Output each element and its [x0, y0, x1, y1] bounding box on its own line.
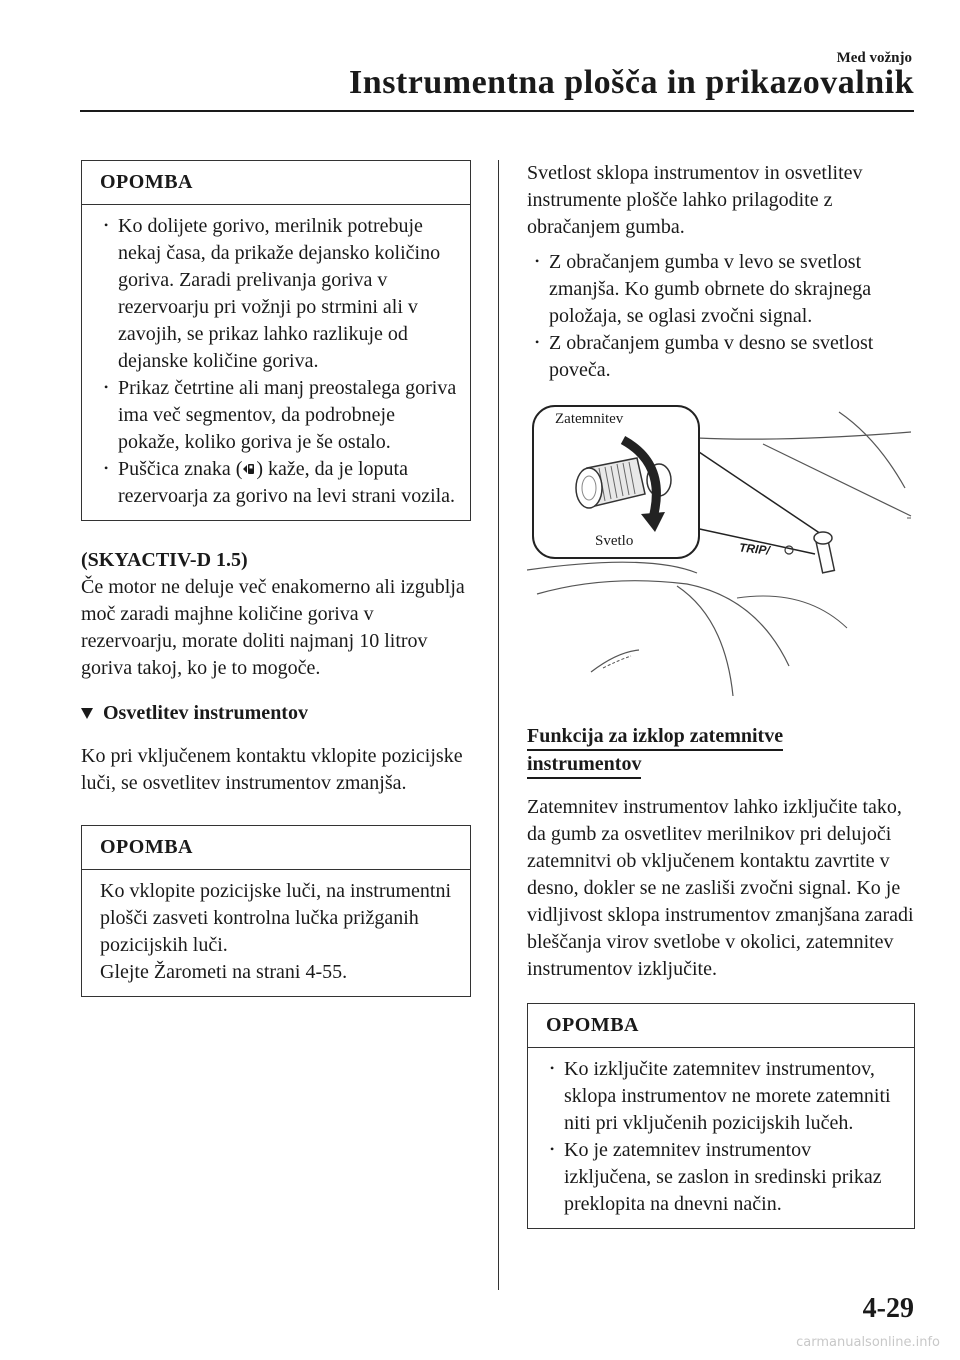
note-heading: OPOMBA	[82, 161, 470, 205]
dimmer-cancel-heading	[527, 722, 915, 778]
dimmer-cancel-heading-line1: Funkcija za izklop zatemnitve	[527, 725, 783, 751]
right-column	[527, 160, 915, 1229]
dimmer-cancel-heading-line2: instrumentov	[527, 753, 641, 779]
note-body	[528, 1048, 914, 1228]
note-bullet-list	[100, 213, 458, 510]
note-box-dimmer	[527, 1003, 915, 1229]
section-heading	[81, 700, 471, 727]
note-text: Ko vklopite pozicijske luči, na instrumentni plošči zasveti kontrolna lučka prižganih pozicijskih luči. Glejte Žarometi na strani 4-55.	[100, 880, 452, 983]
note-bullet-text: Puščica znaka (	[118, 458, 243, 480]
note-heading: OPOMBA	[82, 826, 470, 870]
left-column	[81, 160, 471, 997]
note-bullet: • Ko je zatemnitev instrumentov izključena, se zaslon in sredinski prikaz preklopita na dnevni način.	[546, 1137, 902, 1218]
dimmer-cancel-text: Zatemnitev instrumentov lahko izključite tako, da gumb za osvetlitev merilnikov pri delujoči zatemnitvi ob vključenem kontaktu zavrtite v desno, dokler se ne zasliši zvočni signal. Ko je vidljivost sklopa instrumentov zmanjšana zaradi bleščanja virov svetlobe v okolici, zatemnitev instrumentov izključite.	[527, 796, 914, 980]
figure-knob-label: TRIP/	[738, 540, 771, 558]
page-title: Instrumentna plošča in prikazovalnik	[349, 64, 914, 101]
skyactiv-heading: (SKYACTIV-D 1.5)	[81, 549, 248, 571]
note-box-lights	[81, 825, 471, 997]
fuel-door-arrow-icon	[242, 462, 256, 476]
note-bullet-text: ) kaže, da je loputa rezervoarja za gorivo na levi strani vozila.	[118, 458, 456, 507]
note-body	[82, 870, 470, 996]
section-triangle-icon	[81, 708, 93, 719]
header-section: Med vožnjo	[836, 50, 912, 66]
note-heading: OPOMBA	[528, 1004, 914, 1048]
section-heading-text: Osvetlitev instrumentov	[103, 702, 308, 724]
column-divider	[498, 160, 499, 1290]
brightness-bullet-list	[527, 249, 915, 384]
header-rule	[80, 110, 914, 112]
intro-text: Svetlost sklopa instrumentov in osvetlitev instrumente plošče lahko prilagodite z obračanjem gumba.	[527, 162, 863, 238]
dimmer-knob-illustration	[527, 398, 915, 698]
watermark: carmanualsonline.info	[796, 1335, 940, 1350]
figure-label-dimming: Zatemnitev	[555, 411, 624, 427]
section-text: Ko pri vključenem kontaktu vklopite pozicijske luči, se osvetlitev instrumentov zmanjša.	[81, 745, 463, 794]
note-bullet	[100, 456, 458, 510]
page-number: 4-29	[862, 1293, 914, 1324]
figure-label-bright: Svetlo	[595, 533, 634, 549]
note-bullet-list	[546, 1056, 902, 1218]
brightness-bullet: • Z obračanjem gumba v desno se svetlost poveča.	[531, 330, 915, 384]
note-bullet: • Prikaz četrtine ali manj preostalega goriva ima več segmentov, da podrobneje pokaže, koliko goriva je še ostalo.	[100, 375, 458, 456]
note-bullet: • Ko dolijete gorivo, merilnik potrebuje nekaj časa, da prikaže dejansko količino goriva. Zaradi prelivanja goriva v rezervoarju pri vožnji po strmini ali v zavojih, se prikaz lahko razlikuje od dejanske količine goriva.	[100, 213, 458, 375]
skyactiv-text: Če motor ne deluje več enakomerno ali izgublja moč zaradi majhne količine goriva v rezervoarju, morate doliti najmanj 10 litrov goriva takoj, ko je to mogoče.	[81, 576, 465, 679]
brightness-bullet: • Z obračanjem gumba v levo se svetlost zmanjša. Ko gumb obrnete do skrajnega položaja, se oglasi zvočni signal.	[531, 249, 915, 330]
note-box-fuel	[81, 160, 471, 521]
dimmer-knob-drawing	[527, 398, 915, 698]
note-body	[82, 205, 470, 520]
note-bullet: • Ko izključite zatemnitev instrumentov, sklopa instrumentov ne morete zatemniti niti pri vključenih pozicijskih lučeh.	[546, 1056, 902, 1137]
